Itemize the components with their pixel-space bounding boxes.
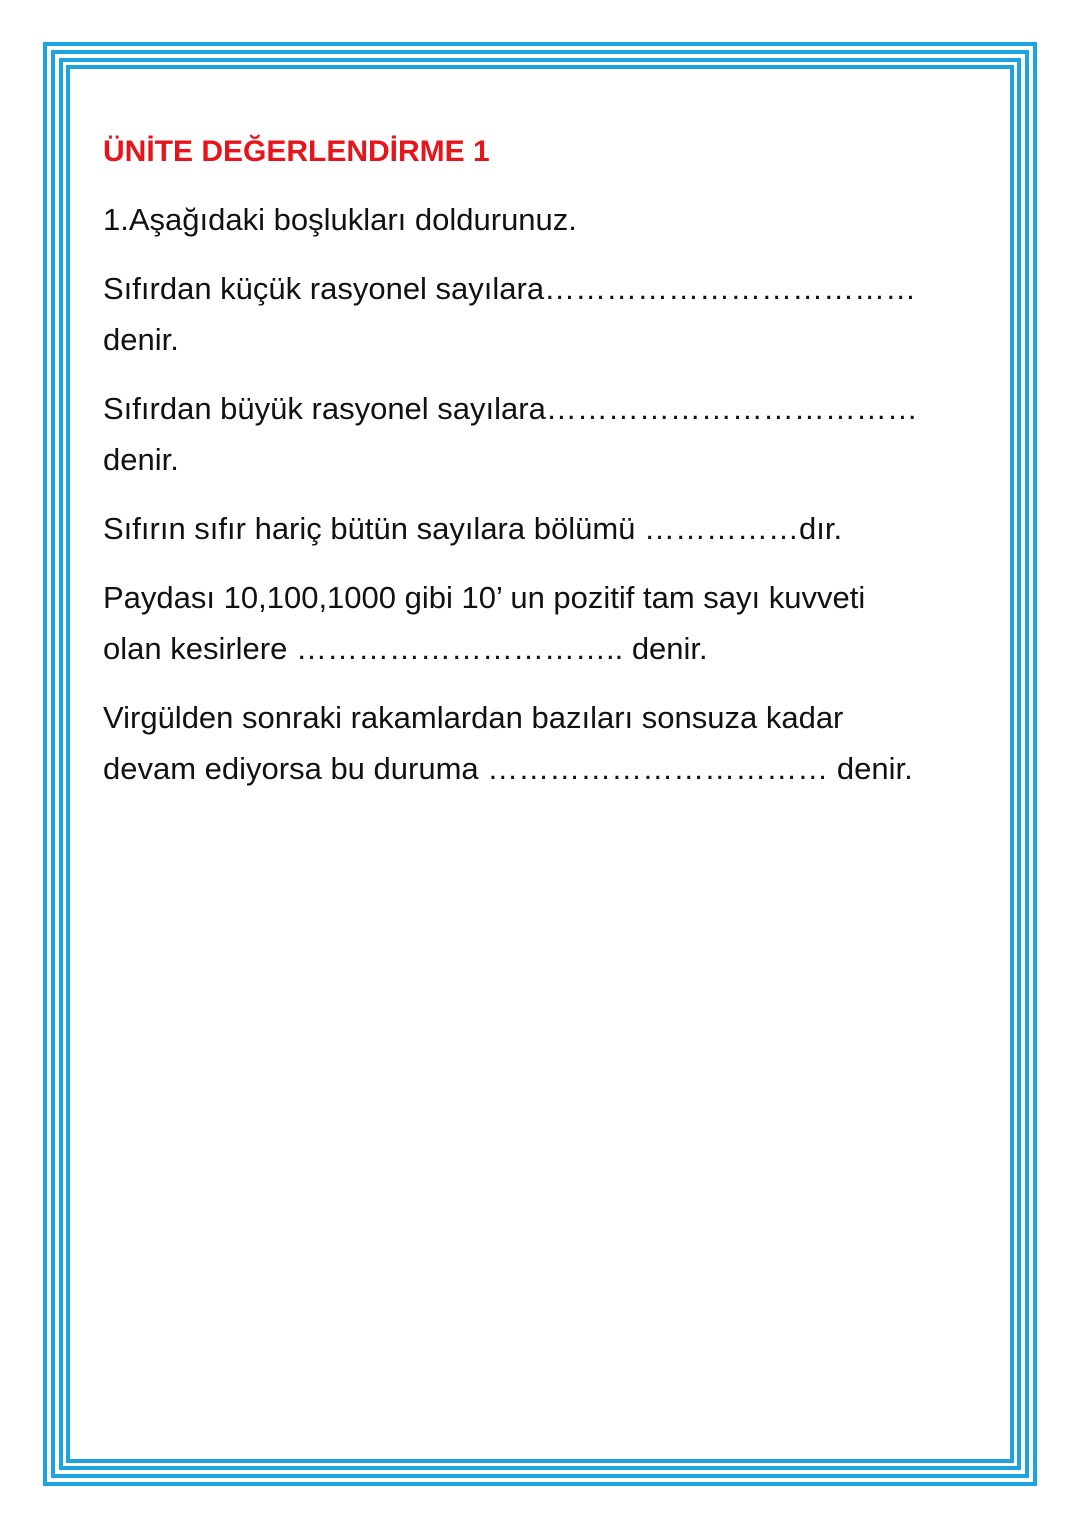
question-text-line: Paydası 10,100,1000 gibi 10’ un pozitif tam sayı kuvveti xyxy=(103,580,866,615)
question-text-line: Virgülden sonraki rakamlardan bazıları sonsuza kadar xyxy=(103,700,844,735)
question-item-4 xyxy=(103,572,953,674)
question-item-2 xyxy=(103,383,953,485)
question-text-line: Sıfırdan büyük rasyonel sayılara……………………………… xyxy=(103,391,918,426)
instruction-text: 1.Aşağıdaki boşlukları doldurunuz. xyxy=(103,202,577,237)
question-item-5 xyxy=(103,692,953,794)
question-text-line: Sıfırdan küçük rasyonel sayılara……………………………… xyxy=(103,271,917,306)
question-item-3 xyxy=(103,503,953,554)
question-text-line: denir. xyxy=(103,442,179,477)
question-item-1 xyxy=(103,263,953,365)
question-text-line: Sıfırın sıfır hariç bütün sayılara bölümü ……………dır. xyxy=(103,511,843,546)
page-title: ÜNİTE DEĞERLENDİRME 1 xyxy=(103,135,490,168)
question-text-line: devam ediyorsa bu duruma …………………………… denir. xyxy=(103,751,913,786)
question-text-line: olan kesirlere ………………………….. denir. xyxy=(103,631,708,666)
question-text-line: denir. xyxy=(103,322,179,357)
worksheet-content xyxy=(103,130,953,812)
